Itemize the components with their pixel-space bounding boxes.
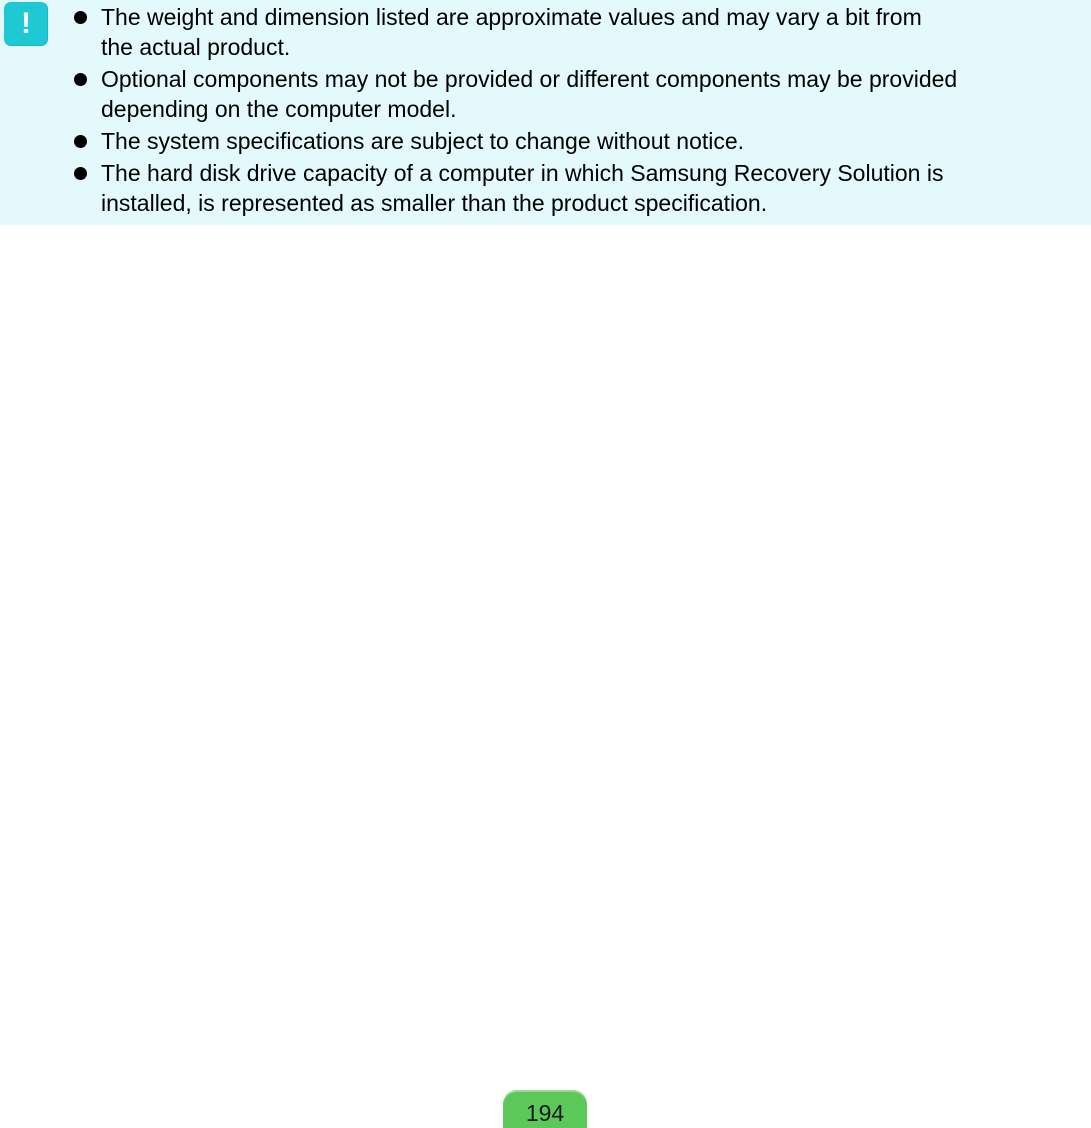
note-item-line: The hard disk drive capacity of a computer in which Samsung Recovery Solution is: [101, 160, 944, 186]
note-box: [0, 0, 1091, 225]
page-number: 194: [525, 1100, 565, 1126]
note-list: [70, 2, 1091, 220]
note-item-line: installed, is represented as smaller than the product specification.: [101, 190, 768, 216]
note-item-weight: [70, 2, 1091, 62]
note-item-line: Optional components may not be provided or different components may be provided: [101, 66, 958, 92]
note-item-line: The system specifications are subject to change without notice.: [101, 128, 745, 154]
note-item-line: The weight and dimension listed are approximate values and may vary a bit from: [101, 4, 922, 30]
note-item-specifications: [70, 126, 1091, 156]
bullet-icon: [74, 167, 87, 180]
note-item-line: the actual product.: [101, 34, 291, 60]
bullet-icon: [74, 11, 87, 24]
note-item-line: depending on the computer model.: [101, 96, 457, 122]
exclamation-mark: !: [21, 7, 31, 40]
note-item-optional-components: [70, 64, 1091, 124]
page-number-tab: [503, 1090, 587, 1128]
bullet-icon: [74, 73, 87, 86]
note-item-hard-disk: [70, 158, 1091, 218]
bullet-icon: [74, 135, 87, 148]
exclamation-icon: [4, 2, 48, 46]
